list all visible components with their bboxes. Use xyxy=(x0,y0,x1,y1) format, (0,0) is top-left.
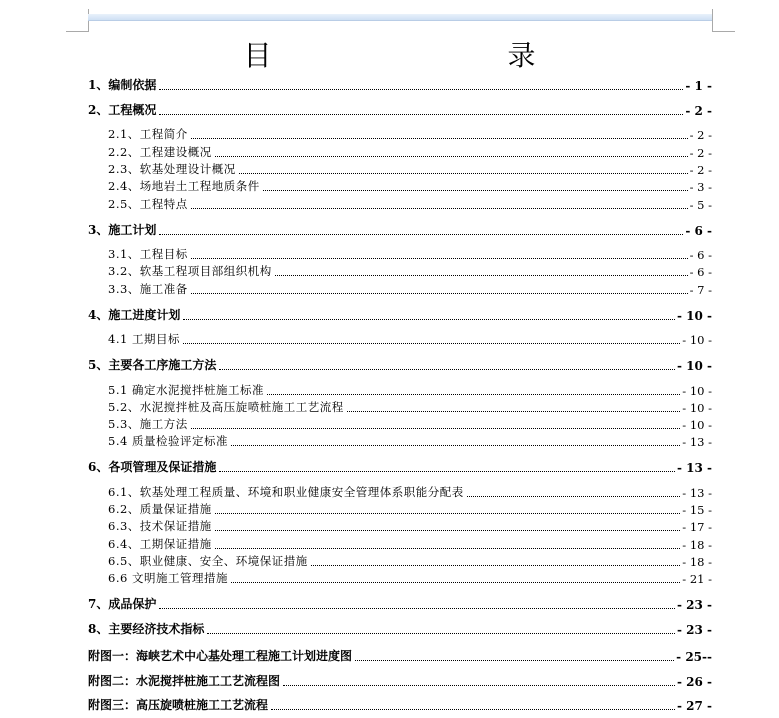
toc-entry-title: 附图三：高压旋喷桩施工工艺流程 xyxy=(88,698,269,712)
toc-entry-page-number: - 5 - xyxy=(689,198,712,212)
toc-entry[interactable] xyxy=(88,144,712,160)
toc-entry[interactable] xyxy=(88,306,712,323)
toc-leader-dots xyxy=(271,709,675,710)
toc-entry[interactable] xyxy=(88,161,712,177)
toc-leader-dots xyxy=(215,548,680,549)
toc-leader-dots xyxy=(239,173,688,174)
toc-entry-page-number: - 15 - xyxy=(682,503,712,517)
toc-leader-dots xyxy=(183,343,680,344)
toc-entry-title: 3、施工计划 xyxy=(88,223,157,237)
toc-leader-dots xyxy=(215,530,680,531)
toc-leader-dots xyxy=(355,660,674,661)
toc-entry-page-number: - 10 - xyxy=(682,401,712,415)
toc-entry-title: 6、各项管理及保证措施 xyxy=(88,460,217,474)
toc-entry-page-number: - 10 - xyxy=(676,309,712,323)
toc-entry[interactable] xyxy=(88,331,712,347)
toc-entry-page-number: - 6 - xyxy=(689,248,712,262)
toc-entry-title: 2.3、软基处理设计概况 xyxy=(108,162,236,176)
toc-entry-title: 7、成品保护 xyxy=(88,597,157,611)
toc-entry-title: 附图二：水泥搅拌桩施工工艺流程图 xyxy=(88,674,281,688)
toc-entry[interactable] xyxy=(88,518,712,534)
toc-entry[interactable] xyxy=(88,399,712,415)
toc-entry-title: 3.1、工程目标 xyxy=(108,247,188,261)
header-rule xyxy=(88,14,712,21)
toc-entry-page-number: - 26 - xyxy=(676,675,712,689)
toc-entry-page-number: - 2 - xyxy=(689,128,712,142)
toc-entry-title: 4.1 工期目标 xyxy=(108,332,180,346)
toc-entry-title: 2.5、工程特点 xyxy=(108,197,188,211)
toc-entry-page-number: - 10 - xyxy=(682,384,712,398)
toc-entry-title: 6.3、技术保证措施 xyxy=(108,519,212,533)
toc-leader-dots xyxy=(219,471,675,472)
toc-leader-dots xyxy=(191,293,688,294)
toc-entry-title: 5、主要各工序施工方法 xyxy=(88,358,217,372)
toc-entry-title: 8、主要经济技术指标 xyxy=(88,622,205,636)
toc-entry-title: 6.4、工期保证措施 xyxy=(108,537,212,551)
toc-leader-dots xyxy=(191,428,680,429)
toc-entry-title: 6.6 文明施工管理措施 xyxy=(108,571,228,585)
toc-leader-dots xyxy=(283,685,675,686)
toc-entry-page-number: - 13 - xyxy=(682,435,712,449)
toc-leader-dots xyxy=(467,496,680,497)
toc-entry-page-number: - 21 - xyxy=(682,572,712,586)
toc-entry-title: 6.1、软基处理工程质量、环境和职业健康安全管理体系职能分配表 xyxy=(108,485,464,499)
toc-leader-dots xyxy=(159,89,683,90)
toc-entry-page-number: - 6 - xyxy=(685,224,712,238)
page-title: 目 录 xyxy=(243,39,596,72)
toc-entry-page-number: - 6 - xyxy=(689,265,712,279)
toc-leader-dots xyxy=(191,258,688,259)
toc-entry-page-number: - 2 - xyxy=(685,104,712,118)
toc-entry-title: 6.5、职业健康、安全、环境保证措施 xyxy=(108,554,308,568)
toc-entry[interactable] xyxy=(88,536,712,552)
toc-entry-page-number: - 18 - xyxy=(682,555,712,569)
toc-entry-title: 4、施工进度计划 xyxy=(88,308,181,322)
toc-leader-dots xyxy=(159,114,683,115)
toc-entry[interactable] xyxy=(88,696,712,713)
toc-leader-dots xyxy=(311,565,680,566)
toc-entry-title: 6.2、质量保证措施 xyxy=(108,502,212,516)
toc-entry-page-number: - 7 - xyxy=(689,283,712,297)
toc-leader-dots xyxy=(231,582,680,583)
toc-entry[interactable] xyxy=(88,76,712,93)
toc-leader-dots xyxy=(215,513,680,514)
toc-entry-page-number: - 2 - xyxy=(689,146,712,160)
toc-entry[interactable] xyxy=(88,356,712,373)
toc-leader-dots xyxy=(263,190,688,191)
toc-entry-title: 2、工程概况 xyxy=(88,103,157,117)
toc-entry[interactable] xyxy=(88,281,712,297)
toc-entry-page-number: - 2 - xyxy=(689,163,712,177)
toc-entry[interactable] xyxy=(88,126,712,142)
toc-entry-page-number: - 17 - xyxy=(682,520,712,534)
toc-entry-title: 2.2、工程建设概况 xyxy=(108,145,212,159)
toc-leader-dots xyxy=(183,319,675,320)
toc-entry-page-number: - 25-- xyxy=(676,650,712,664)
toc-entry[interactable] xyxy=(88,553,712,569)
toc-leader-dots xyxy=(219,369,675,370)
toc-entry-title: 3.3、施工准备 xyxy=(108,282,188,296)
toc-leader-dots xyxy=(191,208,688,209)
toc-entry-page-number: - 10 - xyxy=(682,333,712,347)
toc-entry-title: 1、编制依据 xyxy=(88,78,157,92)
toc-entry-page-number: - 13 - xyxy=(676,461,712,475)
toc-entry[interactable] xyxy=(88,101,712,118)
toc-entry[interactable] xyxy=(88,484,712,500)
toc-entry-page-number: - 18 - xyxy=(682,538,712,552)
toc-entry[interactable] xyxy=(88,570,712,586)
toc-leader-dots xyxy=(231,445,680,446)
toc-entry[interactable] xyxy=(88,416,712,432)
toc-entry[interactable] xyxy=(88,196,712,212)
page-corner-mark-right xyxy=(712,9,735,32)
toc-entry-page-number: - 23 - xyxy=(676,623,712,637)
toc-entry-page-number: - 23 - xyxy=(676,598,712,612)
toc-entry[interactable] xyxy=(88,246,712,262)
toc-entry-page-number: - 10 - xyxy=(676,359,712,373)
page-corner-mark-left xyxy=(66,9,89,32)
toc-entry[interactable] xyxy=(88,647,712,664)
toc-entry[interactable] xyxy=(88,620,712,637)
toc-leader-dots xyxy=(159,234,683,235)
toc-entry[interactable] xyxy=(88,178,712,194)
toc-leader-dots xyxy=(215,156,688,157)
toc-entry[interactable] xyxy=(88,672,712,689)
toc-entry-title: 3.2、软基工程项目部组织机构 xyxy=(108,264,272,278)
toc-entry-page-number: - 27 - xyxy=(676,699,712,713)
toc-entry[interactable] xyxy=(88,433,712,449)
toc-leader-dots xyxy=(159,608,675,609)
toc-entry[interactable] xyxy=(88,501,712,517)
toc-entry-page-number: - 3 - xyxy=(689,180,712,194)
toc-entry-title: 5.1 确定水泥搅拌桩施工标准 xyxy=(108,383,264,397)
toc-entry[interactable] xyxy=(88,595,712,612)
toc-leader-dots xyxy=(267,394,680,395)
toc-entry-title: 2.4、场地岩土工程地质条件 xyxy=(108,179,260,193)
toc-entry-title: 附图一：海峡艺术中心基处理工程施工计划进度图 xyxy=(88,649,353,663)
toc-leader-dots xyxy=(191,138,688,139)
toc-entry[interactable] xyxy=(88,382,712,398)
toc-entry-page-number: - 13 - xyxy=(682,486,712,500)
toc-entry-title: 2.1、工程简介 xyxy=(108,127,188,141)
toc-entry-title: 5.4 质量检验评定标准 xyxy=(108,434,228,448)
toc-entry[interactable] xyxy=(88,458,712,475)
toc-entry-page-number: - 1 - xyxy=(685,79,712,93)
toc-leader-dots xyxy=(207,633,675,634)
toc-entry[interactable] xyxy=(88,221,712,238)
toc-entry-title: 5.2、水泥搅拌桩及高压旋喷桩施工工艺流程 xyxy=(108,400,344,414)
toc-entry-title: 5.3、施工方法 xyxy=(108,417,188,431)
toc-leader-dots xyxy=(275,275,688,276)
toc-entry-page-number: - 10 - xyxy=(682,418,712,432)
toc-entry[interactable] xyxy=(88,263,712,279)
toc-leader-dots xyxy=(347,411,680,412)
